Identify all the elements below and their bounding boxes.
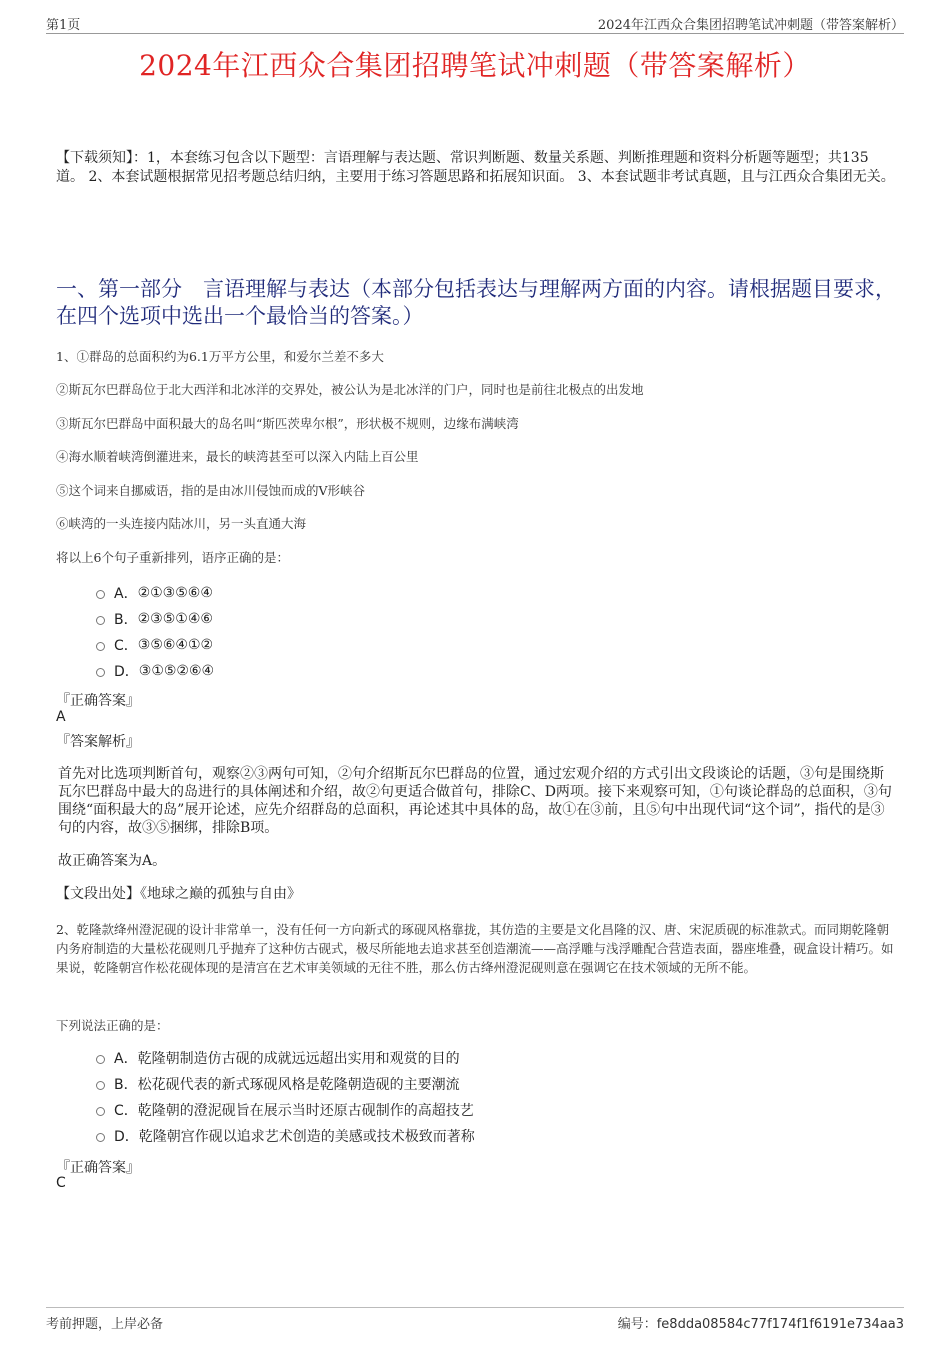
option-key: B． xyxy=(114,612,138,628)
q1-answer: A xyxy=(56,709,66,725)
option-key: C． xyxy=(114,1103,138,1119)
option-text: 松花砚代表的新式琢砚风格是乾隆朝造砚的主要潮流 xyxy=(137,1077,460,1093)
q1-answer-label: 『正确答案』 xyxy=(56,693,140,709)
radio-icon[interactable] xyxy=(96,1081,105,1090)
q2-stem: 2、乾隆款绛州澄泥砚的设计非常单一，没有任何一方向新式的琢砚风格靠拢，其仿造的主要是文化昌隆的汉、唐、宋泥质砚的标准款式。而同期乾隆朝内务府制造的大量松花砚则几乎抛弃了这种仿古砚式，极尽所能地去追求甚至创造潮流——高浮雕与浅浮雕配合营造表面，器座堆叠，砚盒设计精巧。如果说，乾隆朝宫作松花砚体现的是清宫在艺术审美领域的无往不胜，那么仿古绛州澄泥砚则意在强调它在技术领域的无所不能。 xyxy=(56,922,894,975)
q1-line-3: ③斯瓦尔巴群岛中面积最大的岛名叫“斯匹茨卑尔根”，形状极不规则，边缘布满峡湾 xyxy=(56,416,519,431)
q2-option-a[interactable] xyxy=(96,1045,796,1071)
section-heading: 一、第一部分 言语理解与表达（本部分包括表达与理解两方面的内容。请根据题目要求，在四个选项中选出一个最恰当的答案。） xyxy=(56,277,896,328)
q2-option-c[interactable] xyxy=(96,1097,796,1123)
q1-analysis: 首先对比选项判断首句，观察②③两句可知，②句介绍斯瓦尔巴群岛的位置，通过宏观介绍的方式引出文段谈论的话题，③句是围绕斯瓦尔巴群岛中最大的岛进行的具体阐述和介绍，故②句更适合做首句，排除C、D两项。接下来观察可知，①句谈论群岛的总面积，③句围绕“面积最大的岛”展开论述，应先介绍群岛的总面积，再论述其中具体的岛，故①在③前，且⑤句中出现代词“这个词”，指代的是③句的内容，故③⑤捆绑，排除B项。 xyxy=(58,766,892,836)
q2-answer-label: 『正确答案』 xyxy=(56,1160,140,1176)
option-text: 乾隆朝宫作砚以追求艺术创造的美感或技术极致而著称 xyxy=(138,1129,475,1145)
option-key: A． xyxy=(114,1051,138,1067)
q2-option-d[interactable] xyxy=(96,1123,796,1149)
q1-line-4: ④海水顺着峡湾倒灌进来，最长的峡湾甚至可以深入内陆上百公里 xyxy=(56,449,419,464)
q1-source: 【文段出处】《地球之巅的孤独与自由》 xyxy=(56,886,301,902)
option-text: ③⑤⑥④①② xyxy=(137,637,214,653)
option-key: D． xyxy=(114,1129,139,1145)
q2-prompt: 下列说法正确的是： xyxy=(56,1018,169,1033)
q1-line-5: ⑤这个词来自挪威语，指的是由冰川侵蚀而成的V形峡谷 xyxy=(56,483,366,498)
radio-icon[interactable] xyxy=(96,590,105,599)
option-text: ②③⑤①④⑥ xyxy=(137,611,213,627)
q1-option-c[interactable] xyxy=(96,632,796,658)
q1-prompt: 将以上6个句子重新排列，语序正确的是： xyxy=(56,550,289,565)
option-text: ②①③⑤⑥④ xyxy=(137,585,213,601)
option-key: B． xyxy=(114,1077,138,1093)
option-text: ③①⑤②⑥④ xyxy=(138,663,215,679)
q2-option-b[interactable] xyxy=(96,1071,796,1097)
q1-option-a[interactable] xyxy=(96,580,796,606)
q1-option-d[interactable] xyxy=(96,658,796,684)
q2-answer: C xyxy=(56,1175,66,1191)
radio-icon[interactable] xyxy=(96,668,105,677)
option-key: A． xyxy=(114,586,138,602)
option-key: D． xyxy=(114,664,139,680)
q1-analysis-label: 『答案解析』 xyxy=(56,734,140,750)
footer-doc-id: 编号：fe8dda08584c77f174f1f6191e734aa3 xyxy=(617,1317,904,1332)
q1-option-b[interactable] xyxy=(96,606,796,632)
option-text: 乾隆朝的澄泥砚旨在展示当时还原古砚制作的高超技艺 xyxy=(137,1103,474,1119)
download-notice: 【下载须知】：1，本套练习包含以下题型：言语理解与表达题、常识判断题、数量关系题、判断推理题和资料分析题等题型；共135道。 2、本套试题根据常见招考题总结归纳，主要用于练习答题思路和拓展知识面。 3、本套试题非考试真题，且与江西众合集团无关。 xyxy=(56,150,895,185)
q1-options xyxy=(96,580,796,684)
q1-line-6: ⑥峡湾的一头连接内陆冰川，另一头直通大海 xyxy=(56,516,307,531)
radio-icon[interactable] xyxy=(96,1133,105,1142)
footer-divider xyxy=(46,1307,904,1308)
radio-icon[interactable] xyxy=(96,616,105,625)
page-number: 第1页 xyxy=(46,18,81,33)
q1-conclusion: 故正确答案为A。 xyxy=(58,853,167,869)
header-divider xyxy=(46,33,904,34)
footer-slogan: 考前押题，上岸必备 xyxy=(46,1317,164,1332)
q2-options xyxy=(96,1045,796,1149)
q1-line-1: 1、①群岛的总面积约为6.1万平方公里，和爱尔兰差不多大 xyxy=(56,349,384,364)
running-header-title: 2024年江西众合集团招聘笔试冲刺题（带答案解析） xyxy=(597,18,904,33)
q1-line-2: ②斯瓦尔巴群岛位于北大西洋和北冰洋的交界处，被公认为是北冰洋的门户，同时也是前往北极点的出发地 xyxy=(56,382,644,397)
document-title: 2024年江西众合集团招聘笔试冲刺题（带答案解析） xyxy=(139,49,811,82)
option-key: C． xyxy=(114,638,138,654)
radio-icon[interactable] xyxy=(96,642,105,651)
option-text: 乾隆朝制造仿古砚的成就远远超出实用和观赏的目的 xyxy=(137,1051,460,1067)
radio-icon[interactable] xyxy=(96,1107,105,1116)
radio-icon[interactable] xyxy=(96,1055,105,1064)
